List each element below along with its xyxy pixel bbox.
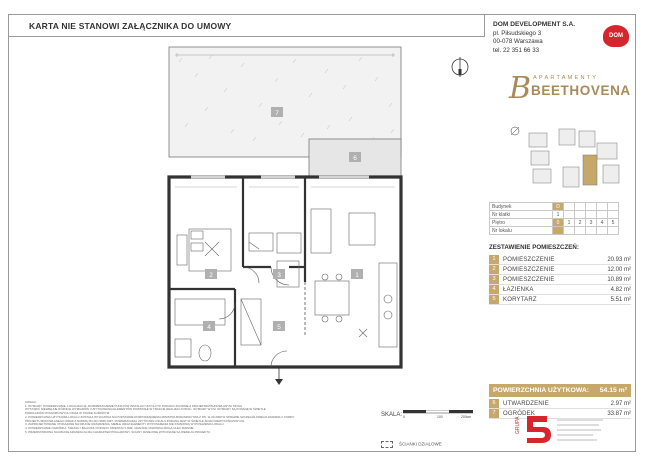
plan-sheet — [8, 14, 636, 452]
room-area: 4.82 m² — [610, 286, 631, 293]
bathroom-fixtures — [175, 299, 225, 361]
room-number: 3 — [489, 275, 499, 284]
brand-sub: APARTAMENTY — [533, 75, 599, 81]
disclaimer-title: KARTA NIE STANOWI ZAŁĄCZNIKA DO UMOWY — [9, 15, 485, 37]
room-number: 5 — [489, 295, 499, 304]
room-name: ŁAZIENKA — [503, 286, 534, 293]
notes-line: PODKŁADÓW POSADZKOWYCH ORAZ W STANIE SUROWYM. — [25, 411, 110, 416]
room-6-number: 6 — [353, 155, 357, 162]
company-city: 00-078 Warszawa — [493, 38, 543, 45]
group-5-stamp-logo — [513, 410, 613, 448]
info-value: 1 — [553, 211, 564, 219]
brand-name: BEETHOVENA — [531, 83, 631, 98]
notes-line: 2. POWIERZCHNIA UŻYTKOWA LOKALU ZOSTAŁA WYLICZONA NA PODSTAWIE ROZPORZĄDZENIA MINISTRA BUDOWNICTWA Z DN. 11.09.2008 W SPRAWIE SZCZEGÓŁOWEGO ZAKRESU I FORMY — [25, 414, 295, 419]
floor-option: 2 — [575, 219, 586, 227]
floor-plan — [9, 37, 485, 397]
room-number: 2 — [489, 265, 499, 274]
room-area: 20.93 m² — [607, 256, 631, 263]
room-row — [489, 275, 631, 285]
info-value — [553, 227, 564, 235]
room-number: 1 — [489, 255, 499, 264]
floor-option: 5 — [608, 219, 619, 227]
hallway-wardrobe — [241, 299, 261, 345]
info-row-unit — [490, 227, 619, 235]
brand-logo — [485, 69, 635, 119]
doors — [219, 267, 289, 367]
unit-info-table — [489, 202, 619, 235]
scale-mark: 200cm — [461, 415, 472, 418]
dom-development-logo: DOM — [603, 25, 629, 47]
info-label: Budynek — [490, 203, 553, 211]
notes-block — [25, 401, 361, 434]
notes-line: PROJEKTU BUDOWLANEGO WRAZ Z NORMĄ PN-ISO 9836:1997. POWIERZCHNIA UŻYTKOWA LOKALU PODANA JEST W ŚWIETLE ŚCIAN NIEWYKOŃCZONYCH. — [25, 418, 246, 423]
room-2-number: 2 — [209, 272, 213, 279]
usable-area-total — [489, 384, 631, 397]
notes-line: 5. PRZEDSTAWIONA NA RZUCIE ARANŻACJA MA CHARAKTER POGLĄDOWY. ŚCIANY DZIAŁOWE WYKONANE SĄ WEDŁUG PROJEKTU. — [25, 429, 211, 434]
info-value: 0 — [553, 219, 564, 227]
room-1-number: 1 — [355, 272, 359, 279]
room-row — [489, 255, 631, 265]
total-value: 54.15 m² — [599, 387, 627, 394]
room-name: POMIESZCZENIE — [503, 276, 555, 283]
company-phone: tel. 22 351 66 33 — [493, 46, 540, 54]
room-area: 2.97 m² — [610, 400, 631, 407]
rooms-list — [489, 255, 631, 305]
stamp-text: GRUPA — [515, 416, 521, 434]
bed-room-2 — [177, 229, 231, 271]
outdoor-row — [489, 399, 631, 409]
floor-option: 4 — [597, 219, 608, 227]
brand-initial: B — [509, 71, 532, 106]
room-area: 12.00 m² — [607, 266, 631, 273]
floor-option: 3 — [586, 219, 597, 227]
room-name: POMIESZCZENIE — [503, 266, 555, 273]
room-5-number: 5 — [277, 324, 281, 331]
room-number: 4 — [489, 285, 499, 294]
building-locator-map — [509, 125, 629, 195]
info-label: Nr klatki — [490, 211, 553, 219]
room-7-number: 7 — [275, 110, 279, 117]
notes-line: 3. ZAPROJEKTOWANE I POKAZANE NA RZUCIE URZĄDZENIA, MEBLE ORAZ ELEMENTY WYPOSAŻENIA NIE STANOWIĄ WYPOSAŻENIA LOKALU. — [25, 422, 225, 427]
notes-line: 1. WYMIARY, POWIERZCHNIE, LOKALIZACJA, ROZMIESZCZENIE PUNKTÓW INSTALACYJNYCH ITP. PODANO ZGODNIE Z PROJEKTEM BUDOWLANYM. MOGĄ — [25, 403, 242, 408]
info-label: Piętro — [490, 219, 553, 227]
scale-mark: 100 — [437, 415, 443, 418]
info-panel — [485, 15, 635, 451]
room-area: 10.89 m² — [607, 276, 631, 283]
company-street: pl. Piłsudskiego 3 — [493, 29, 542, 37]
room-3-number: 3 — [277, 272, 281, 279]
rooms-section-title: ZESTAWIENIE POMIESZCZEŃ: — [489, 244, 579, 251]
total-label: POWIERZCHNIA UŻYTKOWA: — [493, 387, 590, 394]
locator-north-icon — [511, 127, 519, 135]
room-area: 33.87 m² — [607, 410, 631, 417]
room-name: POMIESZCZENIE — [503, 256, 555, 263]
legend-partition-walls — [381, 441, 442, 448]
info-row-floor — [490, 219, 619, 227]
notes-line: WYSTĄPIĆ NIEWIELKIE RÓŻNICE WYMIARÓW I USYTUOWANIA ELEMENTÓW POWSTAŁE W TRAKCIE REALIZACJI PRAC. WYMIARY W CM. WYMIARY SĄ PODANE W ŚWIETLE — [25, 407, 266, 412]
scale-label: SKALA: — [381, 412, 403, 418]
notes-heading: UWAGA: — [25, 400, 37, 404]
room-name: KORYTARZ — [503, 296, 537, 303]
legend-label: ŚCIANKI DZIAŁOWE — [399, 441, 442, 447]
north-arrow-icon — [452, 57, 468, 77]
floor-option: 1 — [564, 219, 575, 227]
room-number: 6 — [489, 399, 499, 408]
scale-bar — [403, 410, 473, 418]
info-label: Nr lokalu — [490, 227, 553, 235]
room-area: 5.51 m² — [610, 296, 631, 303]
room-number: 7 — [489, 409, 499, 418]
notes-line: 4. POWIERZCHNIE OGRÓDKA, TARASU I BALKONU PODANO ORIENTACYJNIE. GRANICE OGRÓDKA MOGĄ ULEC ZMIANIE. — [25, 425, 195, 430]
company-address — [493, 21, 575, 55]
room-row — [489, 265, 631, 275]
info-value: D — [553, 203, 564, 211]
info-row-stair — [490, 211, 619, 219]
info-row-building — [490, 203, 619, 211]
entrance-arrow-icon — [275, 367, 283, 385]
room-row — [489, 295, 631, 305]
scale-mark: 0 — [403, 415, 405, 418]
company-name: DOM DEVELOPMENT S.A. — [493, 21, 576, 28]
room-name: OGRÓDEK — [503, 410, 536, 417]
room-name: UTWARDZENIE — [503, 400, 549, 407]
partition-swatch — [381, 441, 393, 448]
room-4-number: 4 — [207, 324, 211, 331]
room-row — [489, 285, 631, 295]
